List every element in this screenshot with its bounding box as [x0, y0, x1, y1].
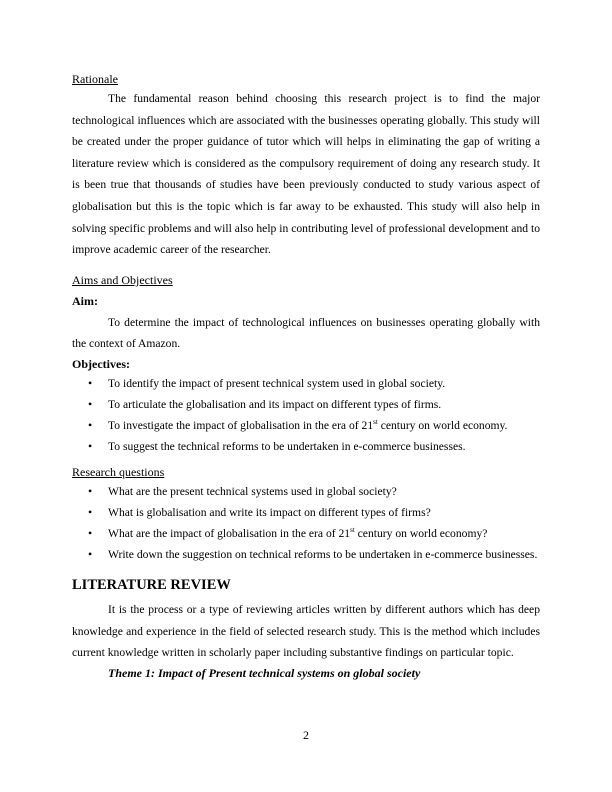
bullet-icon: •: [88, 375, 93, 390]
literature-review-heading: LITERATURE REVIEW: [72, 576, 231, 593]
list-item: • To identify the impact of present technical system used in global society.: [72, 373, 540, 394]
list-item: • What are the present technical systems used in global society?: [72, 481, 540, 502]
research-questions-heading: Research questions: [72, 464, 165, 479]
rationale-heading: Rationale: [72, 72, 118, 86]
objectives-label: Objectives:: [72, 356, 130, 371]
bullet-icon: •: [88, 417, 93, 432]
bullet-icon: •: [88, 504, 93, 519]
aim-label: Aim:: [72, 293, 98, 308]
bullet-icon: •: [88, 483, 93, 498]
list-item: • To investigate the impact of globalisation in the era of 21st century on world economy.: [72, 415, 540, 436]
bullet-icon: •: [88, 546, 93, 561]
document-page: [72, 70, 540, 682]
research-questions-list: [72, 481, 540, 565]
aims-objectives-heading: Aims and Objectives: [72, 272, 173, 287]
list-item: • To articulate the globalisation and its impact on different types of firms.: [72, 394, 540, 415]
theme-1-heading: Theme 1: Impact of Present technical systems on global society: [108, 665, 421, 680]
list-item: • Write down the suggestion on technical reforms to be undertaken in e-commerce businesses.: [72, 544, 540, 565]
bullet-icon: •: [88, 438, 93, 453]
page-number: 2: [303, 728, 309, 742]
list-item: • What are the impact of globalisation in the era of 21st century on world economy?: [72, 523, 540, 544]
aim-paragraph: To determine the impact of technological influences on businesses operating globally with the context of Amazon.: [72, 315, 540, 351]
bullet-icon: •: [88, 525, 93, 540]
list-item: • What is globalisation and write its impact on different types of firms?: [72, 502, 540, 523]
rationale-paragraph: The fundamental reason behind choosing this research project is to find the major technological influences which are associated with the businesses operating globally. This study will be created under the proper guidance of tutor which will helps in eliminating the gap of writing a literature review which is considered as the compulsory requirement of doing any research study. It is been true that thousands of studies have been previously conducted to study various aspect of globalisation but this is the topic which is far away to be exhausted. This study will also help in solving specific problems and will also help in contributing level of professional development and to improve academic career of the researcher.: [72, 92, 540, 257]
objectives-list: [72, 373, 540, 457]
bullet-icon: •: [88, 396, 93, 411]
literature-review-paragraph: It is the process or a type of reviewing articles written by different authors which has deep knowledge and experience in the field of selected research study. This is the method which includes current knowledge written in scholarly paper including substantive findings on particular topic.: [72, 602, 540, 660]
list-item: • To suggest the technical reforms to be undertaken in e-commerce businesses.: [72, 436, 540, 457]
